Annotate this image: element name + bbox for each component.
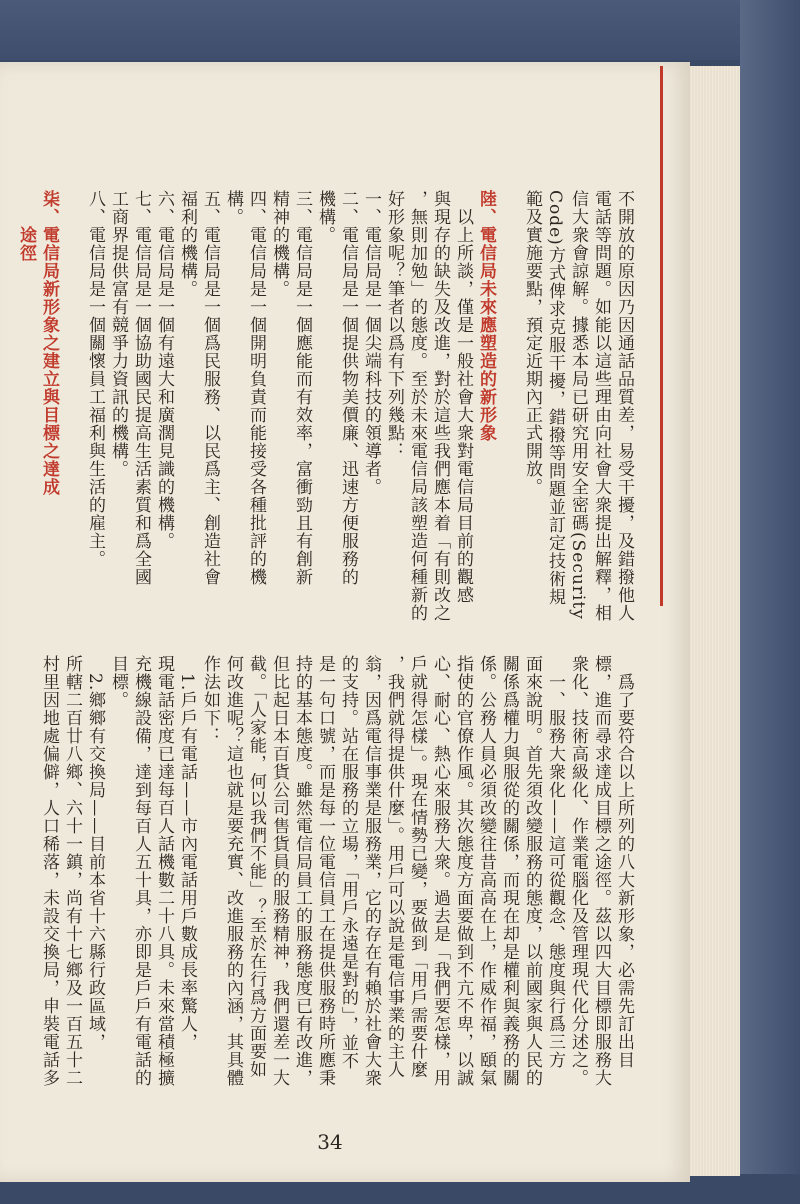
bottom-text-line: 截。「人家能，何以我們不能」？至於在行爲方面要如 [246,655,266,1079]
bottom-text-line: 翁，因爲電信事業是服務業，它的存在有賴於社會大衆 [361,655,381,1087]
bottom-text-line: 標，進而尋求達成目標之途徑。茲以四大目標即服務大 [591,655,611,1087]
top-text-line: 與現存的缺失及改進，對於這些我們應本着「有則改之 [430,190,450,622]
top-text-line: 一、電信局是一個尖端科技的領導者。 [361,190,381,496]
page-number: 34 [317,1130,343,1154]
top-text-line: 五、電信局是一個爲民服務、以民爲主、創造社會 [200,190,220,586]
bottom-text-line: 2.鄉鄉有交換局——目前本省十六縣行政區域， [85,655,105,1052]
bottom-text-line: 爲了要符合以上所列的八大新形象，必需先訂出目 [614,655,634,1069]
top-text-line: ，無則加勉」的態度。至於未來電信局該塑造何種新的 [407,190,427,622]
bottom-text-line: 的支持。站在服務的立場，「用戶永遠是對的」，並不 [338,655,358,1070]
book-cover-top [0,0,800,60]
top-text-line [497,190,520,640]
top-text-line: 以上所談，僅是一般社會大衆對電信局目前的觀感 [453,190,473,604]
top-text-block [16,190,635,640]
top-text-line: 機構。 [315,190,335,244]
top-text-line: 三、電信局是一個應能而有效率，富衝勁且有創新 [292,190,312,586]
top-text-line: 二、電信局是一個提供物美價廉、迅速方便服務的 [338,190,358,586]
book-cover-right [740,0,800,1204]
bottom-text-line: 持的基本態度。雖然電信局員工的服務態度已有改進， [292,655,312,1087]
bottom-text-line: 1.戶戶有電話——市內電話用戶數成長率驚人， [177,655,197,1052]
bottom-text-line: 作法如下： [200,655,220,745]
top-text-line: 精神的機構。 [269,190,289,298]
page-edges [690,66,740,1176]
top-text-line: 六、電信局是一個有遠大和廣濶見識的機構。 [154,190,174,550]
top-text-line [60,190,83,640]
top-heading-line: 柒、電信局新形象之建立與目標之達成 [39,190,59,496]
top-text-line: 好形象呢？筆者以爲有下列幾點： [384,190,404,460]
bottom-text-line: 村里因地處偏僻，人口稀落，未設交換局，申裝電話多 [39,655,59,1087]
bottom-text-line: 何改進呢？這也就是要充實、改進服務的內涵，其具體 [223,655,243,1087]
top-text-line: 範及實施要點，預定近期內正式開放。 [522,190,542,496]
bottom-text-line: 係。公務人員必須改變往昔高高在上，作威作福，頤氣 [476,655,496,1087]
bottom-text-line: 戶就得怎樣」。現在情勢已變，要做到「用戶需要什麼 [407,655,427,1079]
red-edge-mark [660,66,663,606]
bottom-text-line: 目標。 [108,655,128,709]
top-text-line: 福利的機構。 [177,190,197,298]
top-text-line: 七、電信局是一個協助國民提高生活素質和爲全國 [131,190,151,586]
bottom-text-line: 一、服務大衆化——這可從觀念、態度與行爲三方 [545,655,565,1069]
bottom-text-line: 現電話密度已達每百人話機數二十八具。未來當積極擴 [154,655,174,1087]
top-text-line: 四、電信局是一個開明負責而能接受各種批評的機 [246,190,266,586]
bottom-text-line: 充機線設備，達到每百人五十具，亦即是戶戶有電話的 [131,655,151,1087]
top-text-line: 八、電信局是一個關懷員工福利與生活的雇主。 [85,190,105,568]
bottom-text-line: 指使的官僚作風。其次態度方面要做到不亢不卑，以誠 [453,655,473,1087]
top-text-line: Code)方式俾求克服干擾，錯撥等問題並訂定技術規 [545,190,565,606]
bottom-text-line: ，我們就得提供什麼」。用戶可以說是電信事業的主人 [384,655,404,1079]
bottom-text-line: 但比起日本百貨公司售貨員的服務精神，我們還差一大 [269,655,289,1087]
top-text-line: 信大衆會諒解。據悉本局已研究用安全密碼(Security [568,190,588,620]
bottom-text-line: 所轄二百廿八鄉、六十一鎮，尚有十七鄉及一百五十二 [62,655,82,1087]
top-text-line: 不開放的原因乃因通話品質差，易受干擾，及錯撥他人 [614,190,634,622]
bottom-text-line: 關係爲權力與服從的關係，而現在却是權利與義務的關 [499,655,519,1087]
bottom-text-line: 面來說明。首先須改變服務的態度，以前國家與人民的 [522,655,542,1087]
top-text-line: 構。 [223,190,243,226]
top-heading-line: 陸、電信局未來應塑造的新形象 [476,190,496,442]
bottom-text-line: 是一句口號，而是每一位電信員工在提供服務時所應秉 [315,655,335,1087]
bottom-text-block [39,655,635,1115]
bottom-text-line: 心、耐心、熱心來服務大衆。過去是「我們要怎樣，用 [430,655,450,1087]
top-text-line: 工商界提供富有競爭力資訊的機構。 [108,190,128,478]
top-text-line: 電話等問題。如能以這些理由向社會大衆提出解釋，相 [591,190,611,622]
bottom-text-line: 衆化、技術高級化、作業電腦化及管理現代化分述之。 [568,655,588,1087]
top-heading-line: 途徑 [16,190,36,262]
